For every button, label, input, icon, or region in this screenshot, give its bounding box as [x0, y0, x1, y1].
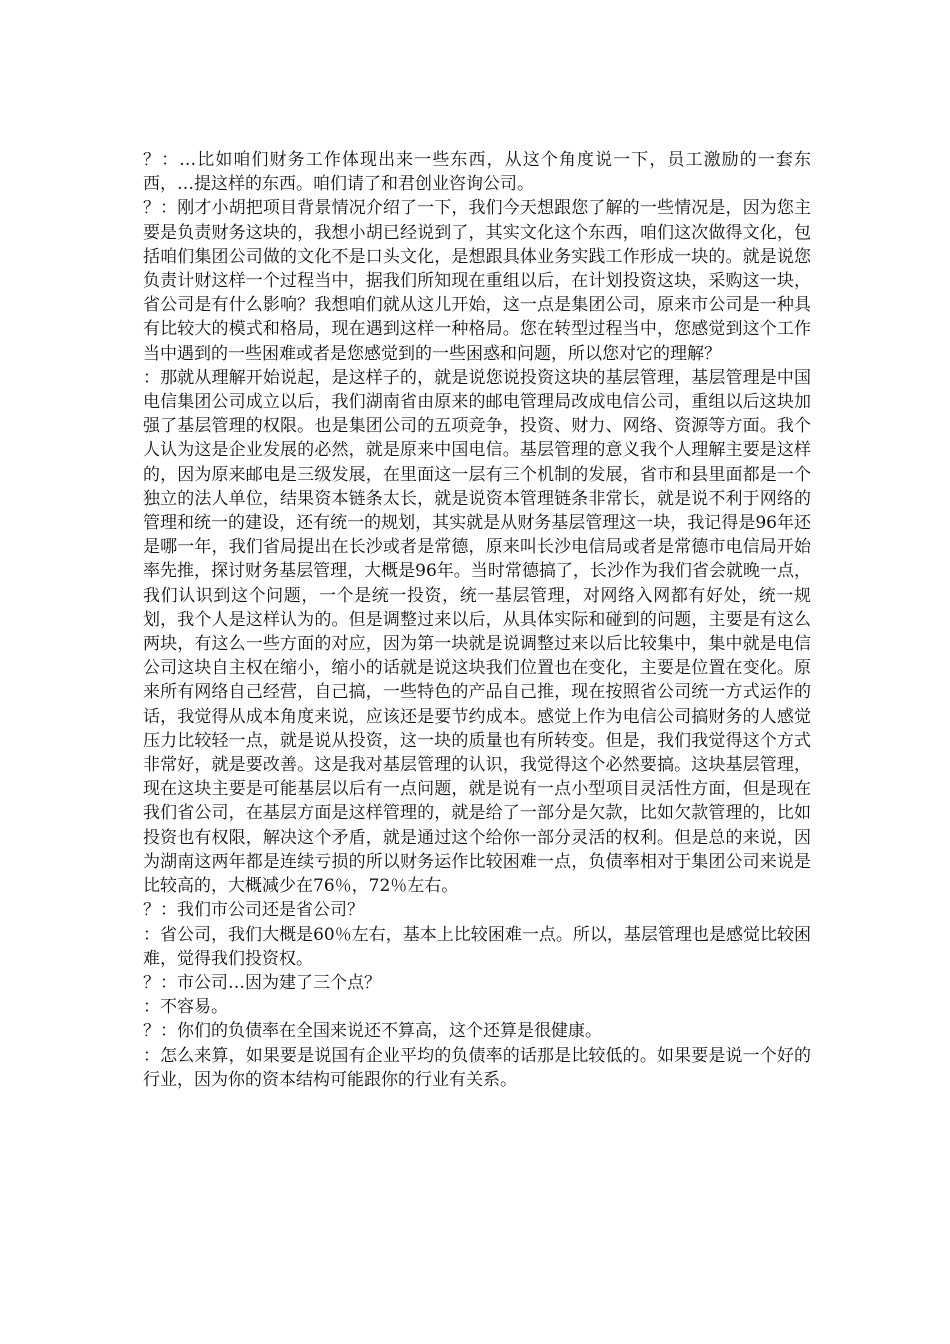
transcript-paragraph: ：那就从理解开始说起，是这样子的，就是说您说投资这块的基层管理，基层管理是中国电信集团公司成立以后，我们湖南省由原来的邮电管理局改成电信公司，重组以后这块加强了基层管理的权限。也是集团公司的五项竞争，投资、财力、网络、资源等方面。我个人认为这是企业发展的必然，就是原来中国电信。基层管理的意义我个人理解主要是这样的，因为原来邮电是三级发展，在里面这一层有三个机制的发展，省市和县里面都是一个独立的法人单位，结果资本链条太长，就是说资本管理链条非常长，就是说不利于网络的管理和统一的建设，还有统一的规划，其实就是从财务基层管理这一块，我记得是96年还是哪一年，我们省局提出在长沙或者是常德，原来叫长沙电信局或者是常德市电信局开始率先推，探讨财务基层管理，大概是96年。当时常德搞了，长沙作为我们省会就晚一点，我们认识到这个问题，一个是统一投资，统一基层管理，对网络入网都有好处，统一规划，我个人是这样认为的。但是调整过来以后，从具体实际和碰到的问题，主要是有这么两块，有这么一些方面的对应，因为第一块就是说调整过来以后比较集中，集中就是电信公司这块自主权在缩小，缩小的话就是说这块我们位置也在变化，主要是位置在变化。原来所有网络自己经营，自己搞，一些特色的产品自己推，现在按照省公司统一方式运作的话，我觉得从成本角度来说，应该还是要节约成本。感觉上作为电信公司搞财务的人感觉压力比较轻一点，就是说从投资，这一块的质量也有所转变。但是，我们我觉得这个方式非常好，就是要改善。这是我对基层管理的认识，我觉得这个必然要搞。这块基层管理，现在这块主要是可能基层以后有一点问题，就是说有一点小型项目灵活性方面，但是现在我们省公司，在基层方面是这样管理的，就是给了一部分是欠款，比如欠款管理的，比如投资也有权限，解决这个矛盾，就是通过这个给你一部分灵活的权利。但是总的来说，因为湖南这两年都是连续亏损的所以财务运作比较困难一点，负债率相对于集团公司来说是比较高的，大概减少在76％，72％左右。	[143, 367, 811, 897]
interview-transcript	[143, 148, 811, 1092]
transcript-paragraph: ？：刚才小胡把项目背景情况介绍了一下，我们今天想跟您了解的一些情况是，因为您主要是负责财务这块的，我想小胡已经说到了，其实文化这个东西，咱们这次做得文化，包括咱们集团公司做的文化不是口头文化，是想跟具体业务实践工作形成一块的。就是说您负责计财这样一个过程当中，据我们所知现在重组以后，在计划投资这块，采购这一块，省公司是有什么影响？我想咱们就从这儿开始，这一点是集团公司，原来市公司是一种具有比较大的模式和格局，现在遇到这样一种格局。您在转型过程当中，您感觉到这个工作当中遇到的一些困难或者是您感觉到的一些困惑和问题，所以您对它的理解？	[143, 198, 811, 364]
transcript-paragraph: ？：市公司…因为建了三个点？	[143, 972, 381, 993]
transcript-paragraph: ：怎么来算，如果要是说国有企业平均的负债率的话那是比较低的。如果要是说一个好的行业，因为你的资本结构可能跟你的行业有关系。	[143, 1045, 811, 1090]
transcript-paragraph: ？：…比如咱们财务工作体现出来一些东西，从这个角度说一下，员工激励的一套东西，…提这样的东西。咱们请了和君创业咨询公司。	[143, 150, 811, 195]
transcript-paragraph: ：省公司，我们大概是60％左右，基本上比较困难一点。所以，基层管理也是感觉比较困难，觉得我们投资权。	[143, 924, 811, 969]
transcript-paragraph: ？：我们市公司还是省公司？	[143, 900, 364, 921]
transcript-paragraph: ：不容易。	[143, 997, 228, 1018]
transcript-paragraph: ？：你们的负债率在全国来说还不算高，这个还算是很健康。	[143, 1021, 602, 1042]
